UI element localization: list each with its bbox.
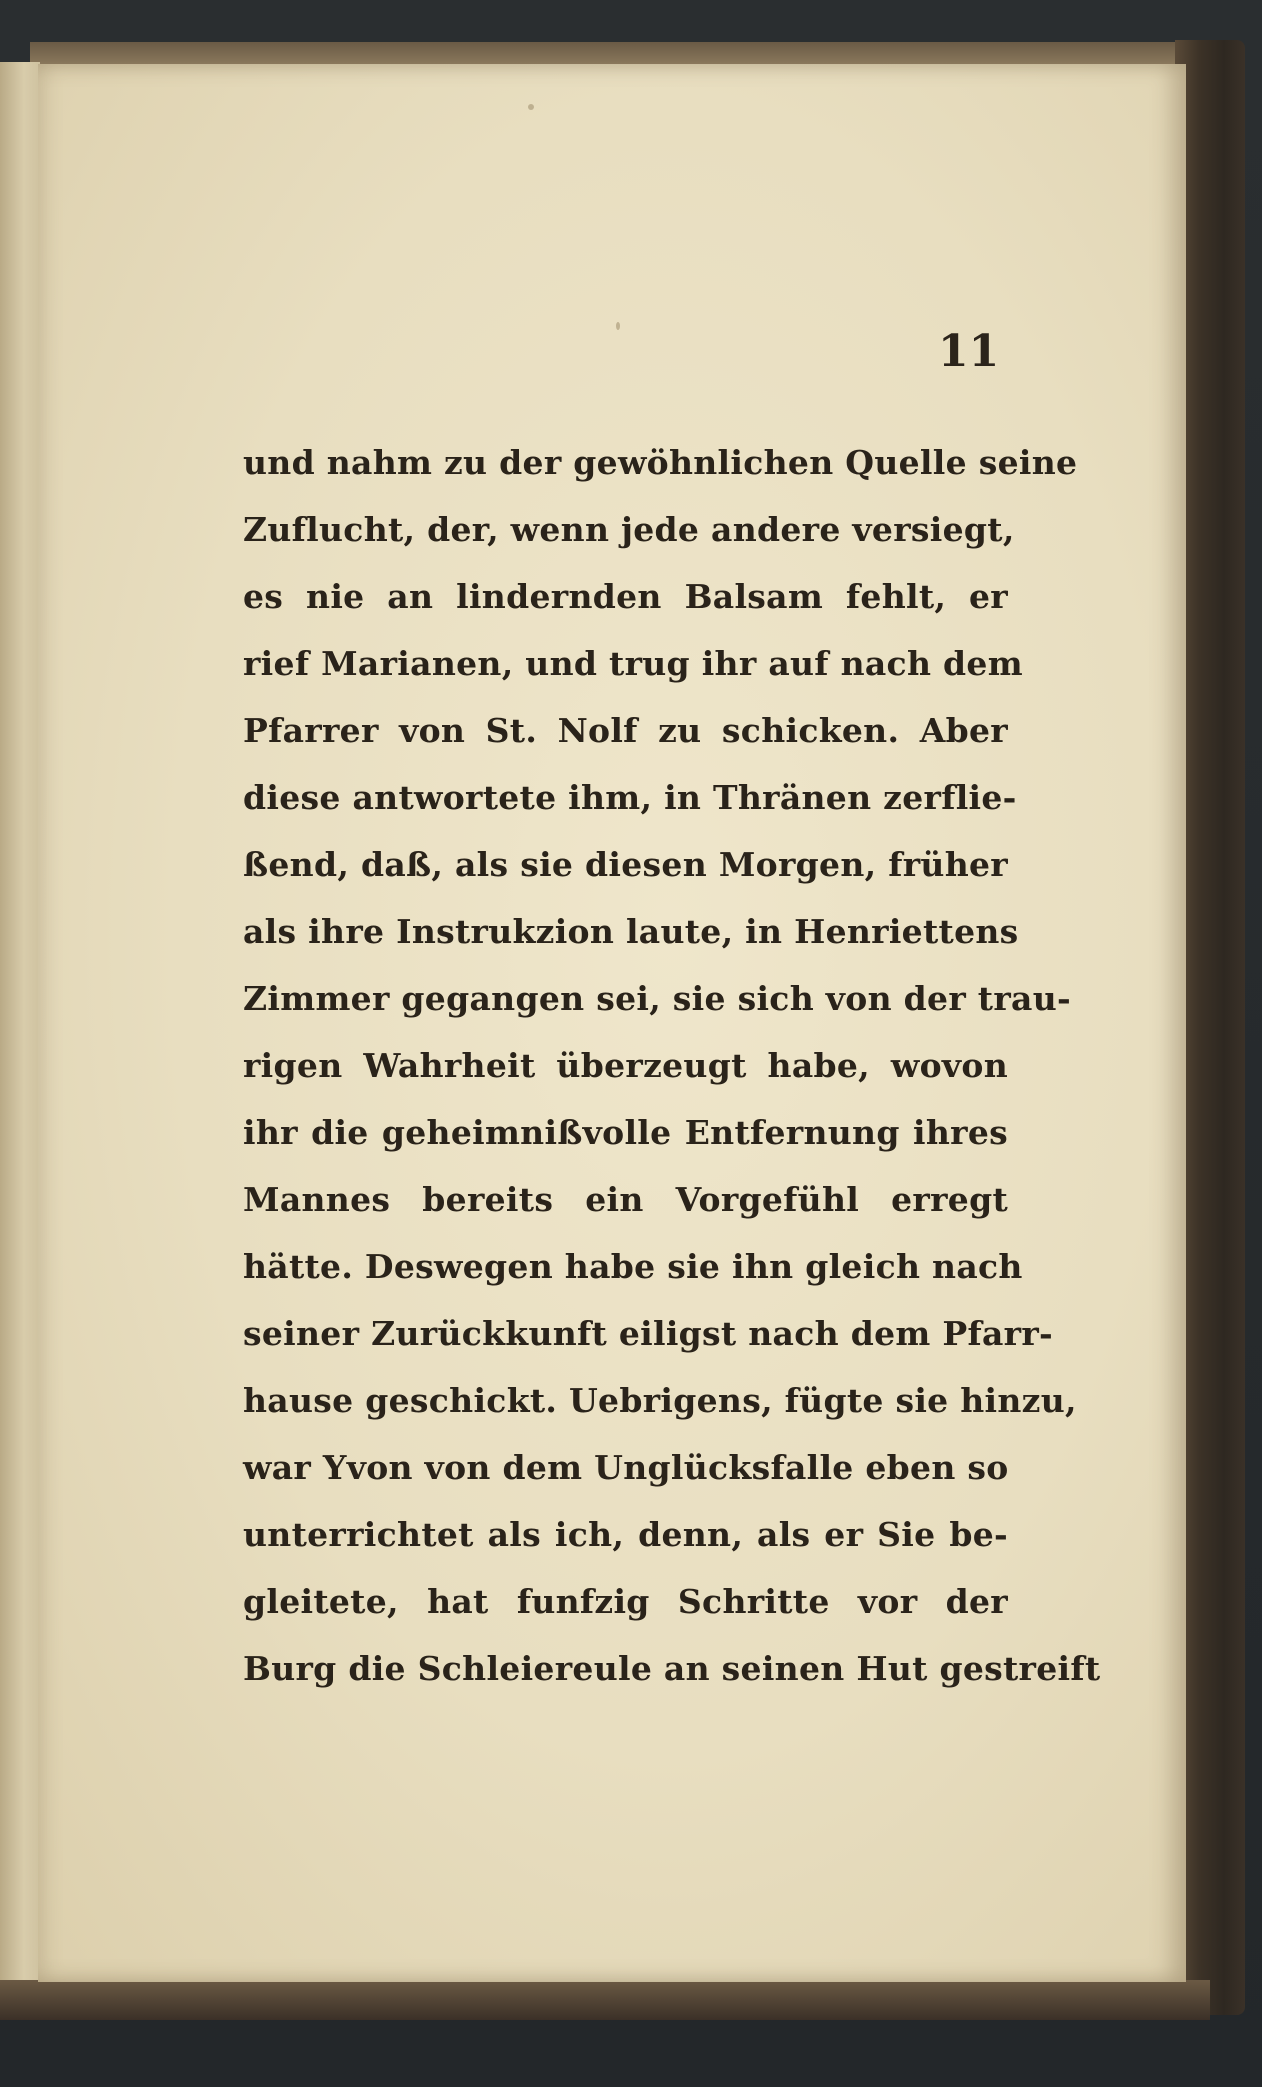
text-line: Burg die Schleiereule an seinen Hut gestreift — [243, 1649, 1101, 1688]
text-line: Zimmer gegangen sei, sie sich von der trau- — [243, 979, 1071, 1018]
paper-speck — [528, 104, 534, 110]
text-line: hause geschickt. Uebrigens, fügte sie hinzu, — [243, 1381, 1077, 1420]
paper-speck — [616, 322, 620, 330]
text-line: als ihre Instrukzion laute, in Henriettens — [243, 912, 1019, 951]
book-bottom-edge — [0, 1980, 1210, 2020]
text-line: es nie an lindernden Balsam fehlt, er — [243, 577, 1008, 616]
text-line: diese antwortete ihm, in Thränen zerflie- — [243, 778, 1017, 817]
text-line: rigen Wahrheit überzeugt habe, wovon — [243, 1046, 1008, 1085]
text-line: seiner Zurückkunft eiligst nach dem Pfarr- — [243, 1314, 1054, 1353]
text-line: Zuflucht, der, wenn jede andere versiegt, — [243, 510, 1015, 549]
body-text — [243, 429, 1101, 1702]
text-line: ßend, daß, als sie diesen Morgen, früher — [243, 845, 1008, 884]
text-line: und nahm zu der gewöhnlichen Quelle seine — [243, 443, 1078, 482]
text-line: unterrichtet als ich, denn, als er Sie be- — [243, 1515, 1008, 1554]
book-left-edge — [0, 62, 40, 1982]
text-line: gleitete, hat funfzig Schritte vor der — [243, 1582, 1008, 1621]
page-number: 11 — [938, 326, 1000, 377]
text-line: Pfarrer von St. Nolf zu schicken. Aber — [243, 711, 1008, 750]
text-line: rief Marianen, und trug ihr auf nach dem — [243, 644, 1023, 683]
paper-page — [38, 64, 1186, 1982]
text-line: ihr die geheimnißvolle Entfernung ihres — [243, 1113, 1008, 1152]
text-line: hätte. Deswegen habe sie ihn gleich nach — [243, 1247, 1023, 1286]
text-line: war Yvon von dem Unglücksfalle eben so — [243, 1448, 1009, 1487]
text-line: Mannes bereits ein Vorgefühl erregt — [243, 1180, 1008, 1219]
